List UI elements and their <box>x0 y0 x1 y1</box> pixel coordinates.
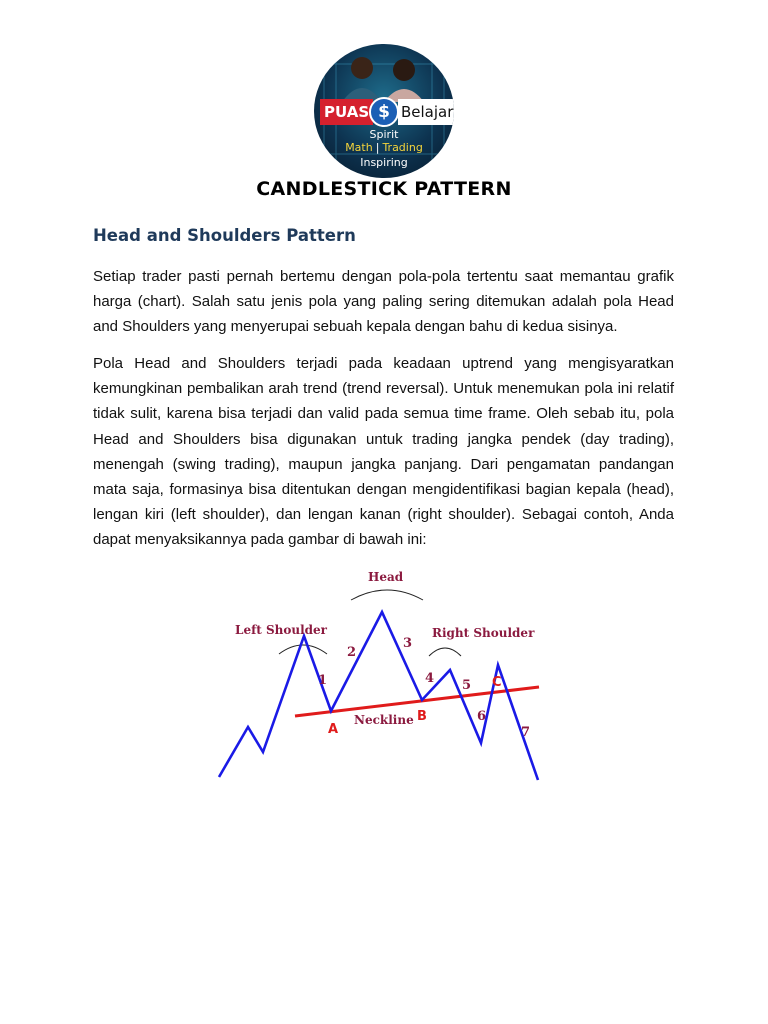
logo-spirit-text: Spirit <box>369 128 399 141</box>
logo-math-text: Math <box>345 141 373 154</box>
right-shoulder-arc <box>429 648 461 656</box>
document-title: CANDLESTICK PATTERN <box>256 178 512 200</box>
leg-number-4: 4 <box>425 671 435 686</box>
leg-number-2: 2 <box>347 645 357 660</box>
leg-number-1: 1 <box>318 673 328 688</box>
logo-separator: | <box>375 141 380 154</box>
brand-puas-label: PUAS <box>320 99 373 125</box>
section-heading: Head and Shoulders Pattern <box>93 226 356 245</box>
point-c-label: C <box>492 675 502 690</box>
point-b-label: B <box>417 709 427 724</box>
left-shoulder-label: Left Shoulder <box>235 623 327 637</box>
head-arc <box>351 590 423 600</box>
head-and-shoulders-diagram <box>215 566 552 786</box>
point-a-label: A <box>328 722 339 737</box>
left-shoulder-arc <box>279 645 327 654</box>
brand-logo <box>314 44 454 178</box>
right-shoulder-label: Right Shoulder <box>432 626 535 640</box>
leg-number-7: 7 <box>521 725 531 740</box>
leg-number-5: 5 <box>462 678 472 693</box>
paragraph-explanation: Pola Head and Shoulders terjadi pada keadaan uptrend yang mengisyaratkan kemungkinan pembalikan arah trend (trend reversal). Untuk menemukan pola ini relatif tidak sulit, karena bisa terjadi dan valid pada semua time frame. Oleh sebab itu, pola Head and Shoulders bisa digunakan untuk trading jangka pendek (day trading), menengah (swing trading), maupun jangka panjang. Dari pengamatan pandangan mata saja, formasinya bisa ditentukan dengan mengidentifikasi bagian kepala (head), lengan kiri (left shoulder), dan lengan kanan (right shoulder). Sebagai contoh, Anda dapat menyaksikannya pada gambar di bawah ini: <box>93 355 674 549</box>
logo-math-trading-text <box>314 141 454 154</box>
logo-inspiring-text: Inspiring <box>360 156 408 169</box>
brand-belajar-label: Belajar <box>398 99 454 125</box>
dollar-icon: $ <box>369 97 399 127</box>
head-label: Head <box>368 570 404 584</box>
paragraph-intro: Setiap trader pasti pernah bertemu dengan pola-pola tertentu saat memantau grafik harga (chart). Salah satu jenis pola yang paling sering ditemukan adalah pola Head and Shoulders yang menyerupai sebuah kepala dengan bahu di kedua sisinya. <box>93 268 674 336</box>
neckline-label: Neckline <box>354 713 414 727</box>
leg-number-3: 3 <box>403 636 413 651</box>
leg-number-6: 6 <box>477 709 487 724</box>
diagram-svg <box>215 566 552 786</box>
logo-trading-text: Trading <box>382 141 423 154</box>
